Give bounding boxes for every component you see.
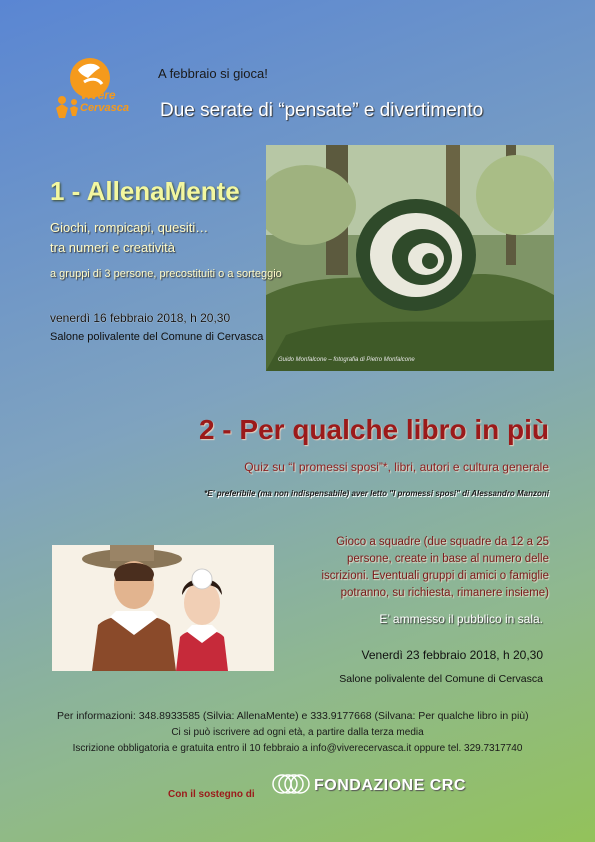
section2-public-note: E’ ammesso il pubblico in sala.: [379, 612, 543, 626]
section1-title: 1 - AllenaMente: [50, 176, 240, 206]
section2-venue: Salone polivalente del Comune di Cervasca: [339, 673, 543, 685]
support-label: Con il sostegno di: [168, 789, 255, 800]
sponsor-name: FONDAZIONE CRC: [314, 777, 466, 794]
section1-description-line1: Giochi, rompicapi, quesiti…: [50, 220, 209, 235]
section2-description-line: persone, create in base al numero delle: [346, 553, 549, 565]
logo-text-cervasca: Cervasca: [80, 102, 129, 114]
sculpture-photo: [266, 145, 554, 371]
section2-quiz: Quiz su “I promessi sposi”*, libri, autori e cultura generale: [244, 460, 549, 474]
section1-venue: Salone polivalente del Comune di Cervasca: [50, 331, 264, 343]
photo-credit: Guido Monfalcone – fotografia di Pietro Monfalcone: [278, 357, 415, 363]
info-age: Ci si può iscrivere ad ogni età, a partire dalla terza media: [171, 727, 424, 738]
info-registration: Iscrizione obbligatoria e gratuita entro il 10 febbraio a info@viverecervasca.it oppure tel. 329.7317740: [72, 743, 523, 754]
section2-description-line: potranno, su richiesta, rimanere insieme): [340, 587, 549, 599]
headline: Due serate di “pensate” e divertimento: [160, 100, 484, 121]
section1-date: venerdì 16 febbraio 2018, h 20,30: [50, 311, 231, 325]
section1-groups: a gruppi di 3 persone, precostituiti o a sorteggio: [50, 268, 282, 280]
top-line: A febbraio si gioca!: [158, 66, 268, 81]
promessi-sposi-illustration: [52, 545, 274, 671]
section2-description: [309, 534, 549, 602]
fondazione-crc-logo: [272, 772, 312, 796]
info-contacts: Per informazioni: 348.8933585 (Silvia: AllenaMente) e 333.9177668 (Silvana: Per qualche libro in più): [57, 710, 529, 722]
logo-text-vivere: Vivere: [80, 88, 116, 102]
section2-description-line: Gioco a squadre (due squadre da 12 a 25: [336, 536, 549, 548]
section1-description-line2: tra numeri e creatività: [50, 240, 175, 255]
section2-description-line: iscrizioni. Eventuali gruppi di amici o famiglie: [321, 570, 549, 582]
section2-title: 2 - Per qualche libro in più: [198, 414, 549, 445]
section2-note: *E' preferibile (ma non indispensabile) aver letto "I promessi sposi" di Alessandro Manzoni: [204, 489, 549, 498]
section2-date: Venerdì 23 febbraio 2018, h 20,30: [361, 648, 543, 662]
